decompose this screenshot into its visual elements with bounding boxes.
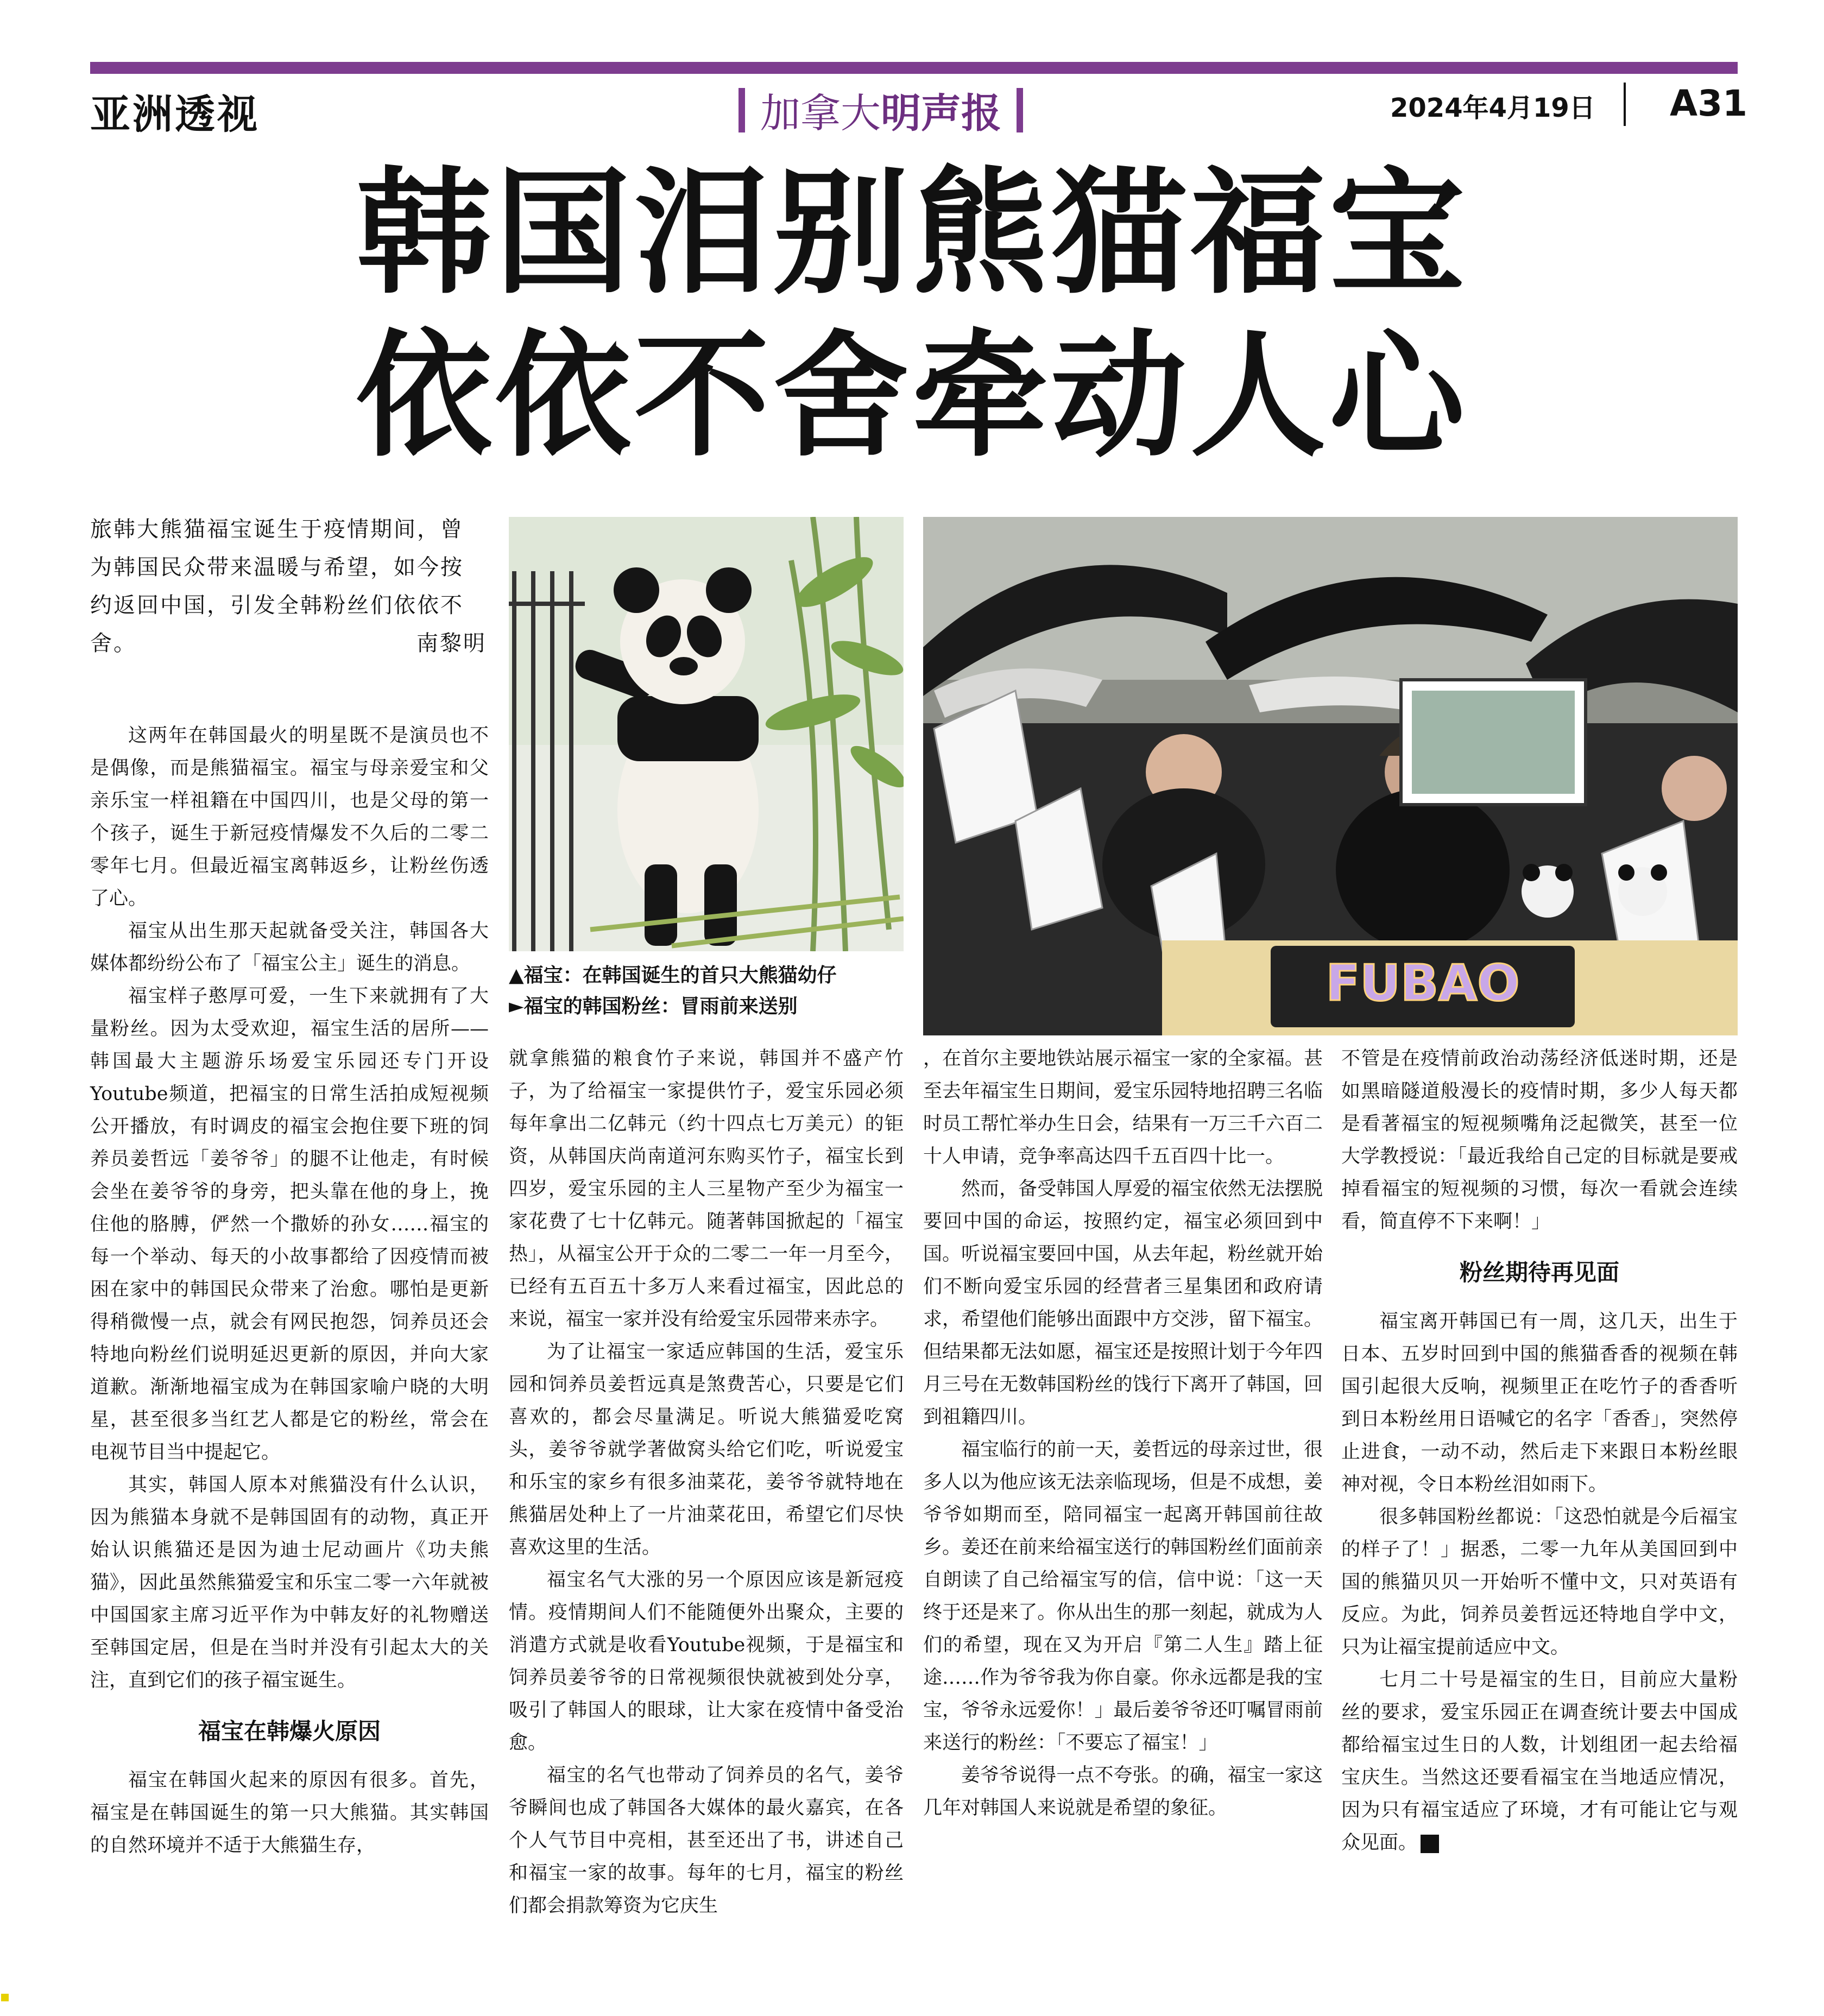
col2-paragraph-1: 就拿熊猫的粮食竹子来说，韩国并不盛产竹子，为了给福宝一家提供竹子，爱宝乐园必须每年拿出二亿韩元（约十四点七万美元）的钜资，从韩国庆尚南道河东购买竹子，福宝长到四岁，爱宝乐园的主人三星物产至少为福宝一家花费了七十亿韩元。随著韩国掀起的「福宝热」，从福宝公开于众的二零二一年一月至今，已经有五百五十多万人来看过福宝，因此总的来说，福宝一家并没有给爱宝乐园带来赤字。 [509,1048,904,1330]
date-divider [1624,83,1626,126]
subhead-reasons: 福宝在韩爆火原因 [198,1718,381,1745]
standfirst-text: 旅韩大熊猫福宝诞生于疫情期间，曾为韩国民众带来温暖与希望，如今按约返回中国，引发全韩粉丝们依依不舍。 [90,517,464,656]
issue-date: 2024年4月19日 [1390,93,1595,123]
col1-paragraph-4: 其实，韩国人原本对熊猫没有什么认识，因为熊猫本身就不是韩国固有的动物，真正开始认识熊猫还是因为迪士尼动画片《功夫熊猫》，因此虽然熊猫爱宝和乐宝二零一六年就被中国国家主席习近平作为中韩友好的礼物赠送至韩国定居，但是在当时并没有引起太大的关注，直到它们的孩子福宝诞生。 [90,1474,489,1691]
page-number: A31 [1670,83,1747,124]
col3-paragraph-1: ，在首尔主要地铁站展示福宝一家的全家福。甚至去年福宝生日期间，爱宝乐园特地招聘三名临时员工帮忙举办生日会，结果有一万三千六百二十人申请，竞争率高达四千五百四十比一。 [923,1048,1323,1167]
col4-paragraph-4: 七月二十号是福宝的生日，目前应大量粉丝的要求，爱宝乐园正在调查统计要去中国成都给福宝过生日的人数，计划组团一起去给福宝庆生。当然这还要看福宝在当地适应情况，因为只有福宝适应了环境，才有可能让它与观众见面。 [1341,1669,1738,1854]
masthead-bold: 明声报 [881,90,1001,137]
col2-paragraph-3: 福宝名气大涨的另一个原因应该是新冠疫情。疫情期间人们不能随便外出聚众，主要的消遣方式就是收看Youtube视频，于是福宝和饲养员姜爷爷的日常视频很快就被到处分享，吸引了韩国人的眼球，让大家在疫情中备受治愈。 [509,1569,904,1754]
col3-paragraph-3: 福宝临行的前一天，姜哲远的母亲过世，很多人以为他应该无法亲临现场，但是不成想，姜爷爷如期而至，陪同福宝一起离开韩国前往故乡。姜还在前来给福宝送行的韩国粉丝们面前亲自朗读了自己给福宝写的信，信中说：「这一天终于还是来了。你从出生的那一刻起，就成为人们的希望，现在又为开启『第二人生』踏上征途……作为爷爷我为你自豪。你永远都是我的宝宝，爷爷永远爱你！」最后姜爷爷还叮嘱冒雨前来送行的粉丝：「不要忘了福宝！」 [923,1439,1323,1754]
col1-paragraph-1: 这两年在韩国最火的明星既不是演员也不是偶像，而是熊猫福宝。福宝与母亲爱宝和父亲乐宝一样祖籍在中国四川，也是父母的第一个孩子，诞生于新冠疫情爆发不久后的二零二零年七月。但最近福宝离韩返乡，让粉丝伤透了心。 [90,725,489,909]
masthead [739,81,1023,139]
standfirst [90,510,487,662]
banner-text: FUBAO [1326,954,1520,1012]
masthead-pipe-right [1017,88,1023,132]
col4-paragraph-1: 不管是在疫情前政治动荡经济低迷时期，还是如黑暗隧道般漫长的疫情时期，多少人每天都是看著福宝的短视频嘴角泛起微笑，甚至一位大学教授说：「最近我给自己定的目标就是要戒掉看福宝的短视频的习惯，每次一看就会连续看，简直停不下来啊！」 [1341,1048,1738,1233]
caption-fans: ►福宝的韩国粉丝：冒雨前来送别 [509,995,798,1018]
column-3 [923,1042,1323,1824]
headline-line-2: 依依不舍牵动人心 [356,317,1468,475]
headline-line-1: 韩国泪别熊猫福宝 [356,154,1468,312]
col4-paragraph-3: 很多韩国粉丝都说：「这恐怕就是今后福宝的样子了！」据悉，二零一九年从美国回到中国的熊猫贝贝一开始听不懂中文，只对英语有反应。为此，饲养员姜哲远还特地自学中文，只为让福宝提前适应中文。 [1341,1506,1738,1658]
col3-paragraph-2: 然而，备受韩国人厚爱的福宝依然无法摆脱要回中国的命运，按照约定，福宝必须回到中国。听说福宝要回中国，从去年起，粉丝就开始们不断向爱宝乐园的经营者三星集团和政府请求，希望他们能够出面跟中方交涉，留下福宝。但结果都无法如愿，福宝还是按照计划于今年四月三号在无数韩国粉丝的饯行下离开了韩国，回到祖籍四川。 [923,1178,1323,1428]
col1-paragraph-2: 福宝从出生那天起就备受关注，韩国各大媒体都纷纷公布了「福宝公主」诞生的消息。 [90,920,489,975]
panda-photo [509,517,904,951]
column-4 [1341,1042,1738,1859]
masthead-pipe-left [739,88,745,132]
col1-paragraph-3: 福宝样子憨厚可爱，一生下来就拥有了大量粉丝。因为太受欢迎，福宝生活的居所——韩国最大主题游乐场爱宝乐园还专门开设Youtube频道，把福宝的日常生活拍成短视频公开播放，有时调皮的福宝会抱住要下班的饲养员姜哲远「姜爷爷」的腿不让他走，有时候会坐在姜爷爷的身旁，把头靠在他的身上，挽住他的胳膊，俨然一个撒娇的孙女……福宝的每一个举动、每天的小故事都给了因疫情而被困在家中的韩国民众带来了治愈。哪怕是更新得稍微慢一点，就会有网民抱怨，饲养员还会特地向粉丝们说明延迟更新的原因，并向大家道歉。渐渐地福宝成为在韩国家喻户晓的大明星，甚至很多当红艺人都是它的粉丝，常会在电视节目当中提起它。 [90,985,489,1463]
masthead-light: 加拿大 [760,90,881,137]
byline: 南黎明 [416,631,487,656]
fans-photo [923,517,1738,1035]
column-1 [90,719,489,1862]
col4-paragraph-2: 福宝离开韩国已有一周，这几天，出生于日本、五岁时回到中国的熊猫香香的视频在韩国引起很大反响，视频里正在吃竹子的香香听到日本粉丝用日语喊它的名字「香香」，突然停止进食，一动不动，然后走下来跟日本粉丝眼神对视，令日本粉丝泪如雨下。 [1341,1311,1738,1495]
col2-paragraph-4: 福宝的名气也带动了饲养员的名气，姜爷爷瞬间也成了韩国各大媒体的最火嘉宾，在各个人气节目中亮相，甚至还出了书，讲述自己和福宝一家的故事。每年的七月，福宝的粉丝们都会捐款筹资为它庆生 [509,1765,904,1917]
caption-panda: ▲福宝：在韩国诞生的首只大熊猫幼仔 [509,964,837,987]
section-title: 亚洲透视 [90,91,260,138]
end-mark [1421,1835,1439,1853]
col2-paragraph-2: 为了让福宝一家适应韩国的生活，爱宝乐园和饲养员姜哲远真是煞费苦心，只要是它们喜欢的，都会尽量满足。听说大熊猫爱吃窝头，姜爷爷就学著做窝头给它们吃，听说爱宝和乐宝的家乡有很多油菜花，姜爷爷就特地在熊猫居处种上了一片油菜花田，希望它们尽快喜欢这里的生活。 [509,1341,904,1558]
subhead-fans: 粉丝期待再见面 [1459,1259,1619,1286]
col1-paragraph-5: 福宝在韩国火起来的原因有很多。首先，福宝是在韩国诞生的第一只大熊猫。其实韩国的自然环境并不适于大熊猫生存， [90,1769,489,1856]
registration-mark [1,1994,9,2001]
col3-paragraph-4: 姜爷爷说得一点不夸张。的确，福宝一家这几年对韩国人来说就是希望的象征。 [923,1765,1323,1819]
header-rule [90,62,1738,74]
column-2 [509,1042,904,1922]
